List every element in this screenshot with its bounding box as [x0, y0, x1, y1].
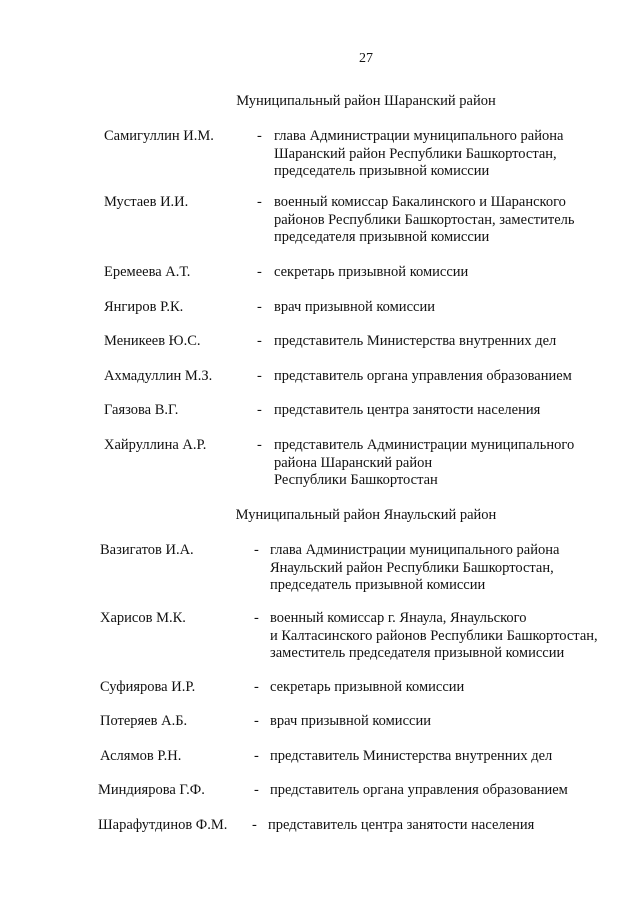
dash-separator: -: [257, 299, 262, 315]
dash-separator: -: [254, 782, 259, 798]
role-line: представитель Администрации муниципального: [274, 437, 575, 453]
role-line: и Калтасинского районов Республики Башкортостан,: [270, 627, 598, 644]
dash-separator: -: [257, 437, 262, 453]
member-name: Янгиров Р.К.: [104, 299, 184, 315]
role-line: военный комиссар г. Янаула, Янаульского: [270, 610, 527, 626]
role-line: заместитель председателя призывной комиссии: [270, 645, 565, 661]
dash-separator: -: [254, 748, 259, 764]
dash-separator: -: [254, 542, 259, 558]
member-name: Суфиярова И.Р.: [100, 679, 196, 695]
role-line: глава Администрации муниципального района: [274, 128, 564, 144]
role-line: секретарь призывной комиссии: [274, 264, 469, 280]
section-title-sharan: Муниципальный район Шаранский район: [236, 93, 496, 109]
role-line: глава Администрации муниципального района: [270, 542, 560, 558]
role-line: района Шаранский район: [274, 454, 433, 471]
role-line: председателя призывной комиссии: [274, 229, 490, 245]
member-name: Меникеев Ю.С.: [104, 333, 201, 349]
member-name: Еремеева А.Т.: [104, 264, 191, 280]
role-line: председатель призывной комиссии: [270, 577, 486, 593]
role-line: представитель Министерства внутренних дел: [270, 748, 553, 764]
member-role: [274, 402, 634, 420]
member-role: [274, 333, 634, 351]
section-title-yanaul: Муниципальный район Янаульский район: [235, 507, 497, 523]
dash-separator: -: [257, 264, 262, 280]
member-role: [274, 194, 634, 247]
member-role: [270, 610, 630, 663]
member-role: [270, 782, 630, 800]
dash-separator: -: [254, 610, 259, 626]
member-role: [274, 368, 634, 386]
role-line: представитель центра занятости населения: [274, 402, 541, 418]
role-line: Республики Башкортостан: [274, 472, 438, 488]
member-role: [270, 679, 630, 697]
role-line: Янаульский район Республики Башкортостан,: [270, 559, 554, 576]
member-role: [270, 542, 630, 595]
member-name: Вазигатов И.А.: [100, 542, 194, 558]
member-name: Мустаев И.И.: [104, 194, 189, 210]
dash-separator: -: [257, 368, 262, 384]
dash-separator: -: [252, 817, 257, 833]
role-line: военный комиссар Бакалинского и Шаранского: [274, 194, 566, 210]
member-name: Самигуллин И.М.: [104, 128, 214, 144]
member-role: [274, 437, 634, 490]
member-name: Шарафутдинов Ф.М.: [98, 817, 228, 833]
dash-separator: -: [257, 128, 262, 144]
role-line: секретарь призывной комиссии: [270, 679, 465, 695]
role-line: представитель органа управления образованием: [274, 368, 572, 384]
member-name: Гаязова В.Г.: [104, 402, 179, 418]
role-line: представитель центра занятости населения: [268, 817, 535, 833]
member-role: [274, 299, 634, 317]
member-name: Харисов М.К.: [100, 610, 186, 626]
dash-separator: -: [257, 333, 262, 349]
member-name: Аслямов Р.Н.: [100, 748, 182, 764]
dash-separator: -: [254, 713, 259, 729]
member-role: [270, 713, 630, 731]
dash-separator: -: [257, 402, 262, 418]
role-line: представитель органа управления образованием: [270, 782, 568, 798]
dash-separator: -: [257, 194, 262, 210]
member-name: Потеряев А.Б.: [100, 713, 188, 729]
role-line: представитель Министерства внутренних дел: [274, 333, 557, 349]
role-line: врач призывной комиссии: [274, 299, 435, 315]
member-name: Миндиярова Г.Ф.: [98, 782, 205, 798]
member-role: [268, 817, 628, 835]
page-number: 27: [359, 51, 373, 66]
role-line: районов Республики Башкортостан, заместитель: [274, 211, 575, 228]
member-role: [274, 128, 634, 181]
role-line: Шаранский район Республики Башкортостан,: [274, 145, 557, 162]
dash-separator: -: [254, 679, 259, 695]
member-role: [270, 748, 630, 766]
member-role: [274, 264, 634, 282]
role-line: врач призывной комиссии: [270, 713, 431, 729]
role-line: председатель призывной комиссии: [274, 163, 490, 179]
member-name: Хайруллина А.Р.: [104, 437, 207, 453]
member-name: Ахмадуллин М.З.: [104, 368, 213, 384]
